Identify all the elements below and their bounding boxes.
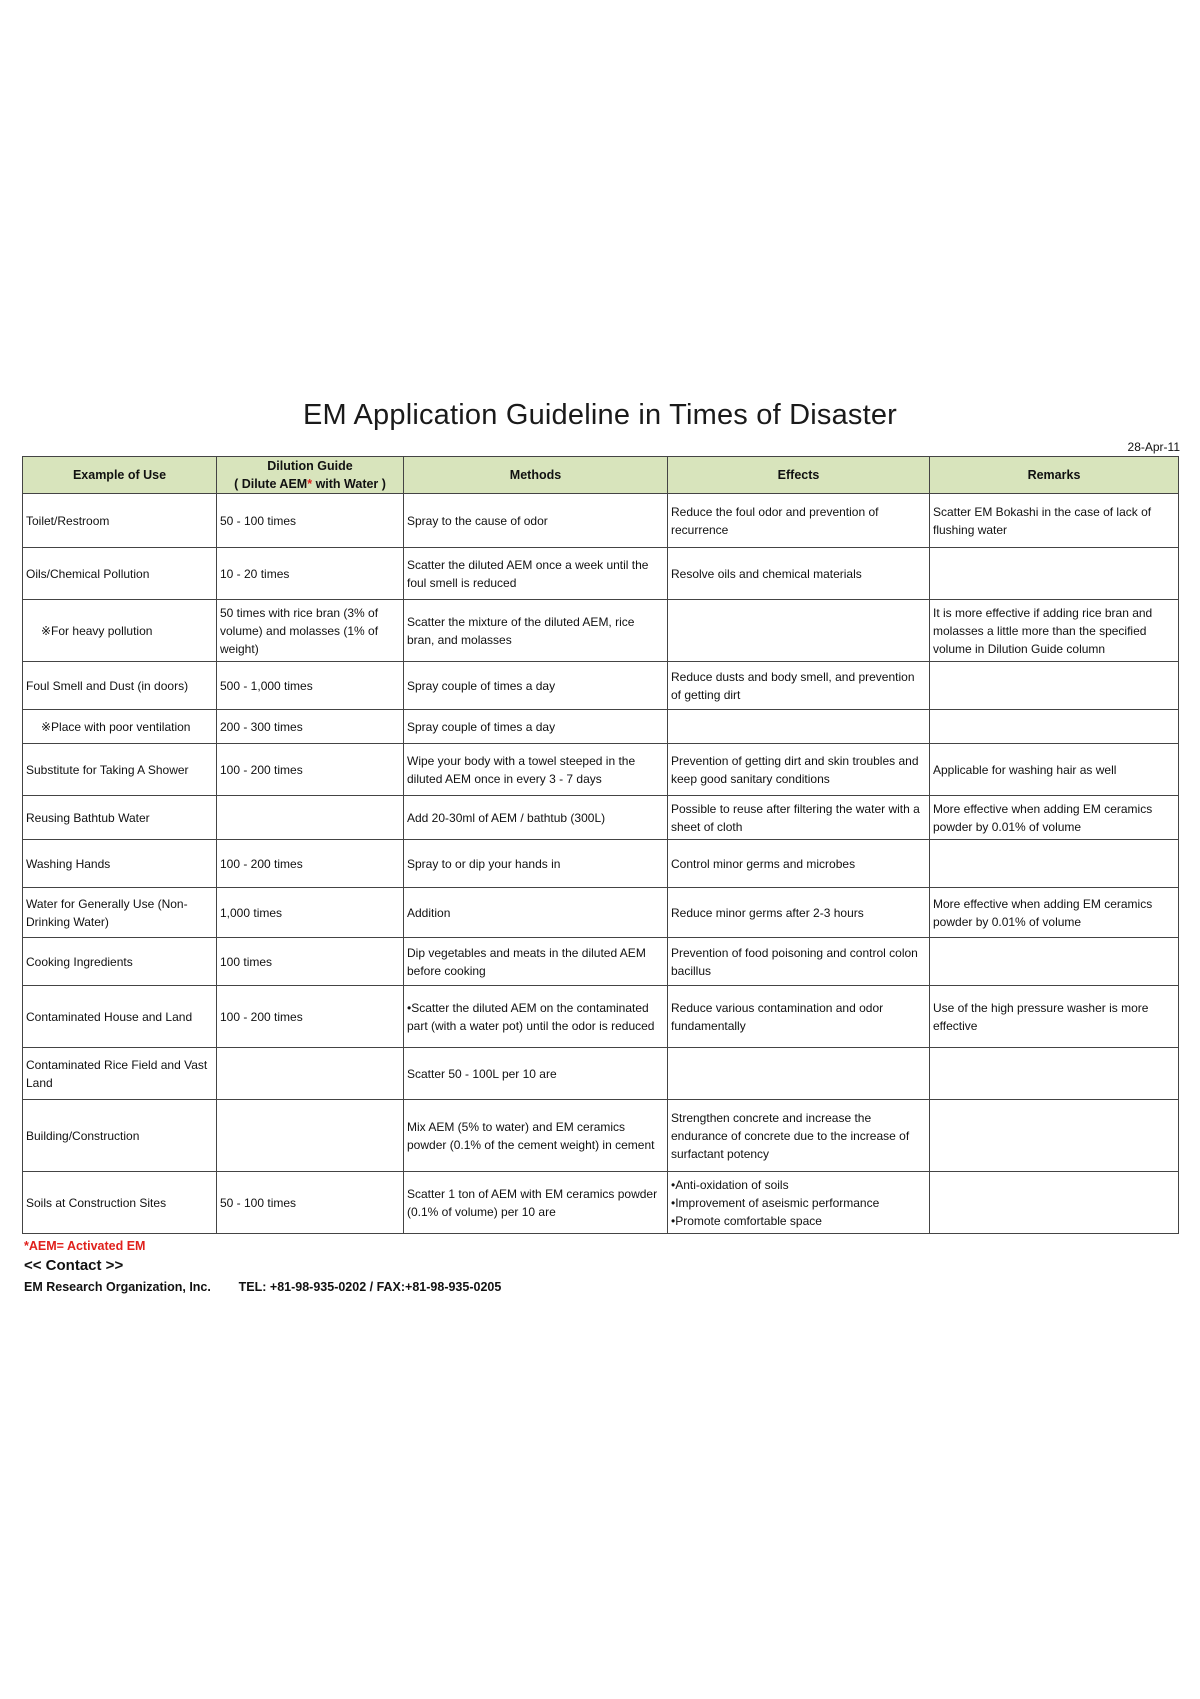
cell-remarks bbox=[930, 662, 1179, 710]
cell-dilution: 200 - 300 times bbox=[217, 710, 404, 744]
cell-methods: Wipe your body with a towel steeped in the diluted AEM once in every 3 - 7 days bbox=[404, 744, 668, 796]
cell-methods: •Scatter the diluted AEM on the contaminated part (with a water pot) until the odor is reduced bbox=[404, 986, 668, 1048]
cell-methods: Spray to the cause of odor bbox=[404, 494, 668, 548]
cell-methods: Spray couple of times a day bbox=[404, 662, 668, 710]
header-example-of-use: Example of Use bbox=[23, 457, 217, 494]
cell-example: Toilet/Restroom bbox=[23, 494, 217, 548]
cell-methods: Addition bbox=[404, 888, 668, 938]
cell-remarks: Applicable for washing hair as well bbox=[930, 744, 1179, 796]
table-row bbox=[23, 938, 1179, 986]
cell-dilution: 1,000 times bbox=[217, 888, 404, 938]
cell-effects: Prevention of getting dirt and skin troubles and keep good sanitary conditions bbox=[668, 744, 930, 796]
cell-remarks bbox=[930, 1172, 1179, 1234]
header-effects: Effects bbox=[668, 457, 930, 494]
table-row bbox=[23, 548, 1179, 600]
header-dilution-line2-pre: ( Dilute AEM bbox=[234, 477, 308, 491]
cell-effects bbox=[668, 1172, 930, 1234]
cell-remarks bbox=[930, 548, 1179, 600]
cell-effects: Control minor germs and microbes bbox=[668, 840, 930, 888]
table-row bbox=[23, 744, 1179, 796]
cell-example: Oils/Chemical Pollution bbox=[23, 548, 217, 600]
page-title: EM Application Guideline in Times of Disaster bbox=[302, 399, 898, 431]
cell-methods: Scatter 1 ton of AEM with EM ceramics powder (0.1% of volume) per 10 are bbox=[404, 1172, 668, 1234]
cell-dilution: 100 times bbox=[217, 938, 404, 986]
cell-dilution: 100 - 200 times bbox=[217, 840, 404, 888]
cell-dilution bbox=[217, 1048, 404, 1100]
header-dilution-line2-post: with Water ) bbox=[312, 477, 386, 491]
table-header-row bbox=[23, 457, 1179, 494]
cell-effects: Reduce the foul odor and prevention of recurrence bbox=[668, 494, 930, 548]
cell-example: Cooking Ingredients bbox=[23, 938, 217, 986]
cell-dilution: 500 - 1,000 times bbox=[217, 662, 404, 710]
cell-remarks bbox=[930, 1048, 1179, 1100]
table-row bbox=[23, 986, 1179, 1048]
table-row bbox=[23, 1172, 1179, 1234]
cell-effects bbox=[668, 600, 930, 662]
cell-effects bbox=[668, 1048, 930, 1100]
cell-effects: Possible to reuse after filtering the water with a sheet of cloth bbox=[668, 796, 930, 840]
cell-example: Building/Construction bbox=[23, 1100, 217, 1172]
cell-effects: Prevention of food poisoning and control colon bacillus bbox=[668, 938, 930, 986]
cell-remarks: Scatter EM Bokashi in the case of lack of flushing water bbox=[930, 494, 1179, 548]
cell-effects: Resolve oils and chemical materials bbox=[668, 548, 930, 600]
contact-phone-fax: TEL: +81-98-935-0202 / FAX:+81-98-935-0205 bbox=[238, 1280, 502, 1294]
cell-methods: Mix AEM (5% to water) and EM ceramics powder (0.1% of the cement weight) in cement bbox=[404, 1100, 668, 1172]
cell-effects: Reduce various contamination and odor fundamentally bbox=[668, 986, 930, 1048]
cell-remarks: It is more effective if adding rice bran and molasses a little more than the specified volume in Dilution Guide column bbox=[930, 600, 1179, 662]
cell-remarks: More effective when adding EM ceramics powder by 0.01% of volume bbox=[930, 888, 1179, 938]
header-remarks: Remarks bbox=[930, 457, 1179, 494]
effect-bullet: •Anti-oxidation of soils bbox=[671, 1177, 789, 1192]
document-date: 28-Apr-11 bbox=[1127, 440, 1180, 454]
cell-remarks bbox=[930, 840, 1179, 888]
cell-effects: Reduce minor germs after 2-3 hours bbox=[668, 888, 930, 938]
cell-example: Contaminated House and Land bbox=[23, 986, 217, 1048]
cell-dilution: 100 - 200 times bbox=[217, 744, 404, 796]
aem-footnote: *AEM= Activated EM bbox=[24, 1239, 146, 1253]
cell-effects: Strengthen concrete and increase the endurance of concrete due to the increase of surfactant potency bbox=[668, 1100, 930, 1172]
cell-dilution: 50 - 100 times bbox=[217, 1172, 404, 1234]
effect-bullet: •Promote comfortable space bbox=[671, 1213, 822, 1228]
cell-methods: Add 20-30ml of AEM / bathtub (300L) bbox=[404, 796, 668, 840]
table-row bbox=[23, 600, 1179, 662]
organization-name: EM Research Organization, Inc. bbox=[24, 1280, 211, 1294]
contact-details bbox=[24, 1280, 501, 1294]
cell-example: Washing Hands bbox=[23, 840, 217, 888]
effect-bullet: •Improvement of aseismic performance bbox=[671, 1195, 880, 1210]
table-row bbox=[23, 796, 1179, 840]
cell-example: ※For heavy pollution bbox=[23, 600, 217, 662]
cell-methods: Spray to or dip your hands in bbox=[404, 840, 668, 888]
cell-dilution: 50 - 100 times bbox=[217, 494, 404, 548]
table-row bbox=[23, 662, 1179, 710]
cell-remarks bbox=[930, 938, 1179, 986]
header-dilution-line1: Dilution Guide bbox=[267, 459, 353, 473]
header-dilution-guide bbox=[217, 457, 404, 494]
table-row bbox=[23, 710, 1179, 744]
cell-methods: Scatter the mixture of the diluted AEM, rice bran, and molasses bbox=[404, 600, 668, 662]
cell-methods: Spray couple of times a day bbox=[404, 710, 668, 744]
cell-dilution: 10 - 20 times bbox=[217, 548, 404, 600]
guideline-table bbox=[22, 456, 1179, 1234]
cell-dilution bbox=[217, 796, 404, 840]
cell-example: Foul Smell and Dust (in doors) bbox=[23, 662, 217, 710]
cell-example: Reusing Bathtub Water bbox=[23, 796, 217, 840]
cell-remarks: Use of the high pressure washer is more effective bbox=[930, 986, 1179, 1048]
cell-example: Contaminated Rice Field and Vast Land bbox=[23, 1048, 217, 1100]
cell-effects: Reduce dusts and body smell, and prevention of getting dirt bbox=[668, 662, 930, 710]
cell-methods: Scatter 50 - 100L per 10 are bbox=[404, 1048, 668, 1100]
table-row bbox=[23, 888, 1179, 938]
cell-methods: Dip vegetables and meats in the diluted AEM before cooking bbox=[404, 938, 668, 986]
contact-heading: << Contact >> bbox=[24, 1257, 124, 1274]
header-dilution-asterisk: * bbox=[307, 477, 313, 491]
table-row bbox=[23, 840, 1179, 888]
cell-example: Soils at Construction Sites bbox=[23, 1172, 217, 1234]
cell-example: Substitute for Taking A Shower bbox=[23, 744, 217, 796]
table-row bbox=[23, 494, 1179, 548]
cell-remarks: More effective when adding EM ceramics powder by 0.01% of volume bbox=[930, 796, 1179, 840]
table-row bbox=[23, 1048, 1179, 1100]
header-methods: Methods bbox=[404, 457, 668, 494]
cell-effects bbox=[668, 710, 930, 744]
table-row bbox=[23, 1100, 1179, 1172]
cell-example: Water for Generally Use (Non-Drinking Water) bbox=[23, 888, 217, 938]
cell-remarks bbox=[930, 710, 1179, 744]
cell-dilution bbox=[217, 1100, 404, 1172]
cell-methods: Scatter the diluted AEM once a week until the foul smell is reduced bbox=[404, 548, 668, 600]
cell-dilution: 50 times with rice bran (3% of volume) and molasses (1% of weight) bbox=[217, 600, 404, 662]
cell-example: ※Place with poor ventilation bbox=[23, 710, 217, 744]
cell-remarks bbox=[930, 1100, 1179, 1172]
cell-dilution: 100 - 200 times bbox=[217, 986, 404, 1048]
